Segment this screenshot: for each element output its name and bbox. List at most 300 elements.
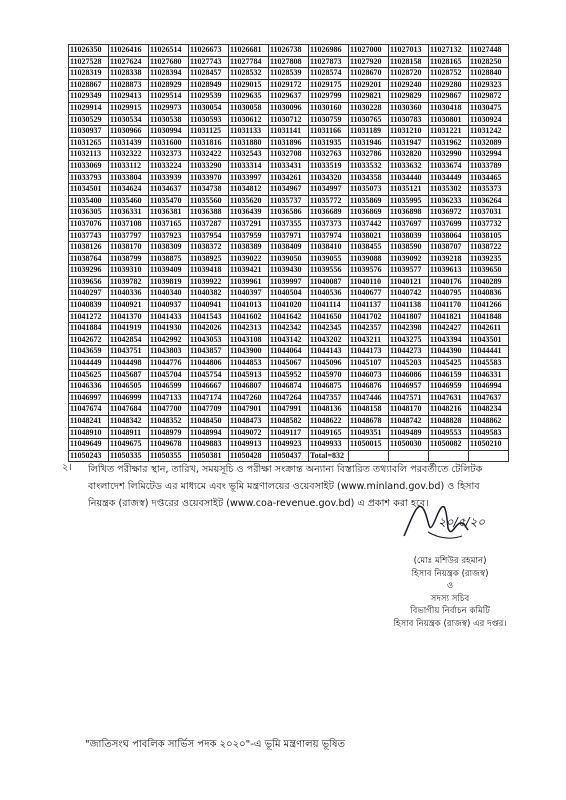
roll-number-cell: 11032322 xyxy=(109,149,149,161)
roll-number-cell: 11046807 xyxy=(229,381,269,393)
roll-number-cell: 11043275 xyxy=(389,334,429,346)
roll-number-cell: 11032708 xyxy=(269,149,309,161)
roll-number-cell: 11045583 xyxy=(469,358,509,370)
roll-number-cell: 11046994 xyxy=(469,381,509,393)
roll-number-cell: 11030096 xyxy=(269,102,309,114)
roll-number-cell: 11034449 xyxy=(429,172,469,184)
roll-number-cell: 11041650 xyxy=(309,311,349,323)
roll-number-cell: 11039961 xyxy=(229,276,269,288)
roll-number-cell: 11036305 xyxy=(69,207,109,219)
roll-number-cell: 11028165 xyxy=(429,56,469,68)
signatory-office: হিসাব নিয়ন্ত্রক (রাজস্ব) এর দপ্তর। xyxy=(393,618,507,629)
roll-number-cell: 11033431 xyxy=(269,160,309,172)
table-row xyxy=(69,358,509,370)
roll-number-cell: 11041807 xyxy=(389,311,429,323)
roll-number-cell: 11048862 xyxy=(469,416,509,428)
roll-number-cell: 11049553 xyxy=(429,427,469,439)
roll-number-cell: 11039922 xyxy=(189,276,229,288)
roll-number-cell: 11030759 xyxy=(309,114,349,126)
roll-number-cell: 11030054 xyxy=(189,102,229,114)
roll-number-cell: 11044776 xyxy=(149,358,189,370)
roll-number-cell: 11036264 xyxy=(469,195,509,207)
roll-number-cell: 11027680 xyxy=(149,56,189,68)
roll-number-cell: 11047631 xyxy=(429,392,469,404)
roll-number-cell: 11033290 xyxy=(189,160,229,172)
signature-date: ২০/৫/২০ xyxy=(438,515,486,529)
roll-number-cell: 11040397 xyxy=(229,288,269,300)
roll-number-cell: 11045704 xyxy=(149,369,189,381)
table-row xyxy=(69,369,509,381)
roll-number-cell: 11039556 xyxy=(309,265,349,277)
roll-number-cell: 11027013 xyxy=(389,45,429,57)
roll-number-cell: 11049583 xyxy=(469,427,509,439)
roll-number-cell: 11031935 xyxy=(309,137,349,149)
roll-number-cell: 11033112 xyxy=(109,160,149,172)
roll-number-cell: 11046999 xyxy=(109,392,149,404)
roll-number-cell: 11043142 xyxy=(269,334,309,346)
roll-number-cell: 11049117 xyxy=(269,427,309,439)
roll-number-table xyxy=(68,44,509,462)
roll-number-cell: 11030360 xyxy=(389,102,429,114)
table-row xyxy=(69,184,509,196)
roll-number-cell: 11038021 xyxy=(349,230,389,242)
roll-number-cell: 11026738 xyxy=(269,45,309,57)
roll-number-cell: 11048158 xyxy=(349,404,389,416)
roll-number-cell: 11048994 xyxy=(189,427,229,439)
roll-number-cell: 11037699 xyxy=(429,218,469,230)
roll-number-cell: 11047991 xyxy=(269,404,309,416)
roll-number-cell: 11038875 xyxy=(149,253,189,265)
roll-number-cell: 11040504 xyxy=(269,288,309,300)
roll-number-cell: 11049165 xyxy=(309,427,349,439)
roll-number-cell: 11050335 xyxy=(109,450,149,462)
roll-number-cell: 11046875 xyxy=(309,381,349,393)
roll-number-cell: 11045754 xyxy=(189,369,229,381)
roll-number-cell: 11049351 xyxy=(349,427,389,439)
roll-number-cell: 11028539 xyxy=(269,68,309,80)
roll-number-cell: 11035460 xyxy=(109,195,149,207)
roll-number-cell: 11030712 xyxy=(269,114,309,126)
roll-number-cell: 11039409 xyxy=(149,265,189,277)
roll-number-cell: 11048910 xyxy=(69,427,109,439)
roll-number-cell: 11043501 xyxy=(469,334,509,346)
roll-number-cell: 11038455 xyxy=(349,242,389,254)
roll-number-cell: 11029323 xyxy=(469,79,509,91)
roll-number-cell: 11028394 xyxy=(149,68,189,80)
roll-number-cell: 11028319 xyxy=(69,68,109,80)
roll-number-cell: 11034637 xyxy=(149,184,189,196)
roll-number-cell: 11036233 xyxy=(429,195,469,207)
roll-number-cell: 11030783 xyxy=(389,114,429,126)
roll-number-cell: 11037291 xyxy=(229,218,269,230)
roll-number-cell: 11035373 xyxy=(469,184,509,196)
roll-number-cell: 11028867 xyxy=(69,79,109,91)
roll-number-cell: 11041821 xyxy=(429,311,469,323)
roll-number-cell: 11047700 xyxy=(149,404,189,416)
roll-number-cell: 11034261 xyxy=(269,172,309,184)
roll-number-cell: 11039613 xyxy=(429,265,469,277)
roll-number-cell: 11028720 xyxy=(389,68,429,80)
roll-number-cell: 11045096 xyxy=(309,358,349,370)
roll-number-cell: 11040110 xyxy=(349,276,389,288)
roll-number-cell: 11030475 xyxy=(469,102,509,114)
roll-number-cell: 11032763 xyxy=(309,149,349,161)
roll-number-cell: 11046876 xyxy=(349,381,389,393)
table-row xyxy=(69,160,509,172)
roll-number-cell: 11033997 xyxy=(229,172,269,184)
roll-number-cell: 11048911 xyxy=(109,427,149,439)
roll-number-cell: 11046667 xyxy=(189,381,229,393)
roll-number-cell: 11048136 xyxy=(309,404,349,416)
roll-number-cell: 11030228 xyxy=(349,102,389,114)
roll-number-cell: 11034440 xyxy=(389,172,429,184)
roll-number-cell: 11028752 xyxy=(429,68,469,80)
table-row xyxy=(69,126,509,138)
roll-number-cell: 11047264 xyxy=(269,392,309,404)
roll-number-cell: 11037954 xyxy=(189,230,229,242)
roll-number-cell: 11030418 xyxy=(429,102,469,114)
roll-number-cell: 11026514 xyxy=(149,45,189,57)
roll-number-cell: 11037442 xyxy=(349,218,389,230)
roll-number-cell: 11035470 xyxy=(149,195,189,207)
roll-number-cell: 11047174 xyxy=(189,392,229,404)
roll-number-cell: 11029514 xyxy=(149,91,189,103)
table-row xyxy=(69,242,509,254)
roll-number-cell: 11046997 xyxy=(69,392,109,404)
table-row xyxy=(69,288,509,300)
roll-number-cell: 11028949 xyxy=(189,79,229,91)
roll-number-cell: 11034358 xyxy=(349,172,389,184)
roll-number-cell: 11040677 xyxy=(349,288,389,300)
roll-number-cell: 11041602 xyxy=(229,311,269,323)
roll-number-cell: 11038309 xyxy=(149,242,189,254)
roll-number-cell: 11042026 xyxy=(189,323,229,335)
roll-number-cell: 11041020 xyxy=(269,300,309,312)
roll-number-cell: 11048170 xyxy=(389,404,429,416)
roll-number-cell: 11044390 xyxy=(429,346,469,358)
roll-number-cell: 11040839 xyxy=(69,300,109,312)
roll-number-cell: 11032373 xyxy=(149,149,189,161)
roll-number-cell: 11030058 xyxy=(229,102,269,114)
roll-number-cell: 11050082 xyxy=(429,439,469,451)
roll-number-cell: 11037923 xyxy=(149,230,189,242)
roll-number-cell: 11035772 xyxy=(309,195,349,207)
roll-number-cell: 11048342 xyxy=(109,416,149,428)
roll-number-cell: 11029240 xyxy=(389,79,429,91)
roll-number-cell: 11038722 xyxy=(469,242,509,254)
roll-number-cell: 11030160 xyxy=(309,102,349,114)
roll-number-cell: 11031125 xyxy=(189,126,229,138)
roll-number-cell: 11042357 xyxy=(349,323,389,335)
roll-number-cell: 11048828 xyxy=(429,416,469,428)
roll-number-cell: 11033939 xyxy=(149,172,189,184)
roll-number-cell: 11041930 xyxy=(149,323,189,335)
roll-number-cell: 11045952 xyxy=(269,369,309,381)
roll-number-cell: 11028929 xyxy=(149,79,189,91)
roll-number-cell: 11037108 xyxy=(109,218,149,230)
roll-number-cell: 11040921 xyxy=(109,300,149,312)
roll-number-cell: 11050243 xyxy=(69,450,109,462)
roll-number-cell: 11038799 xyxy=(109,253,149,265)
roll-number-cell: 11047446 xyxy=(349,392,389,404)
table-row xyxy=(69,172,509,184)
roll-number-cell: 11037076 xyxy=(69,218,109,230)
roll-number-cell: 11038064 xyxy=(429,230,469,242)
roll-number-cell: 11039310 xyxy=(109,265,149,277)
roll-number-cell: 11046957 xyxy=(389,381,429,393)
roll-number-cell: 11034465 xyxy=(469,172,509,184)
roll-number-cell: 11043751 xyxy=(109,346,149,358)
roll-number-cell: 11033804 xyxy=(109,172,149,184)
roll-number-cell: 11039088 xyxy=(349,253,389,265)
roll-number-cell: 11044449 xyxy=(69,358,109,370)
roll-number-cell: 11042672 xyxy=(69,334,109,346)
roll-number-cell: 11029172 xyxy=(269,79,309,91)
roll-number-cell: 11039235 xyxy=(469,253,509,265)
roll-number-cell: 11032786 xyxy=(349,149,389,161)
roll-number-cell: 11040937 xyxy=(149,300,189,312)
roll-number-cell: 11033793 xyxy=(69,172,109,184)
roll-number-cell: 11042313 xyxy=(229,323,269,335)
roll-number-cell: 11050355 xyxy=(149,450,189,462)
roll-number-cell: 11038590 xyxy=(389,242,429,254)
roll-number-cell: 11032089 xyxy=(469,137,509,149)
roll-number-cell: 11050381 xyxy=(189,450,229,462)
roll-number-cell: 11047674 xyxy=(69,404,109,416)
table-row xyxy=(69,207,509,219)
roll-number-cell: 11046505 xyxy=(109,381,149,393)
roll-number-cell: 11036972 xyxy=(429,207,469,219)
roll-number-cell: 11046874 xyxy=(269,381,309,393)
roll-number-cell: 11032113 xyxy=(69,149,109,161)
roll-number-cell: 11038409 xyxy=(269,242,309,254)
roll-number-cell: 11028574 xyxy=(309,68,349,80)
roll-number-cell: 11037165 xyxy=(149,218,189,230)
table-row xyxy=(69,346,509,358)
roll-number-cell: 11031896 xyxy=(269,137,309,149)
roll-number-cell: 11029539 xyxy=(189,91,229,103)
roll-number-cell: 11029829 xyxy=(389,91,429,103)
roll-number-cell: 11038105 xyxy=(469,230,509,242)
roll-number-cell: 11041170 xyxy=(429,300,469,312)
roll-number-cell: 11042342 xyxy=(269,323,309,335)
roll-number-cell: 11044143 xyxy=(309,346,349,358)
roll-number-cell: 11049883 xyxy=(189,439,229,451)
roll-number-cell: 11041114 xyxy=(309,300,349,312)
table-row xyxy=(69,323,509,335)
roll-number-cell: 11033789 xyxy=(469,160,509,172)
roll-number-cell: 11028532 xyxy=(229,68,269,80)
roll-number-cell: 11027624 xyxy=(109,56,149,68)
roll-number-cell: 11039055 xyxy=(309,253,349,265)
roll-number-cell: 11028457 xyxy=(189,68,229,80)
roll-number-cell: 11041266 xyxy=(469,300,509,312)
roll-number-cell: 11048622 xyxy=(309,416,349,428)
roll-number-cell: 11031166 xyxy=(309,126,349,138)
roll-number-cell: 11044173 xyxy=(349,346,389,358)
roll-number-cell: 11046959 xyxy=(429,381,469,393)
roll-number-cell: 11029349 xyxy=(69,91,109,103)
roll-number-cell: 11046159 xyxy=(429,369,469,381)
roll-number-cell: 11028250 xyxy=(469,56,509,68)
roll-number-cell: 11039050 xyxy=(269,253,309,265)
roll-number-cell: 11036689 xyxy=(309,207,349,219)
roll-number-cell: 11027528 xyxy=(69,56,109,68)
roll-number-cell: 11035869 xyxy=(349,195,389,207)
roll-number-cell: 11048234 xyxy=(469,404,509,416)
roll-number-cell: 11028158 xyxy=(389,56,429,68)
roll-number-cell: 11050210 xyxy=(469,439,509,451)
roll-number-cell: 11029635 xyxy=(229,91,269,103)
roll-number-cell: 11047637 xyxy=(469,392,509,404)
roll-number-cell: 11031600 xyxy=(149,137,189,149)
note-number: ২। xyxy=(62,462,72,473)
roll-number-cell: 11047901 xyxy=(229,404,269,416)
roll-number-cell: 11048742 xyxy=(389,416,429,428)
roll-number-cell: 11044853 xyxy=(229,358,269,370)
roll-number-cell: 11031242 xyxy=(469,126,509,138)
roll-number-cell: 11032820 xyxy=(389,149,429,161)
roll-number-cell: 11046073 xyxy=(349,369,389,381)
roll-number-cell: 11039296 xyxy=(69,265,109,277)
roll-number-cell: 11045970 xyxy=(309,369,349,381)
roll-number-cell: 11029867 xyxy=(429,91,469,103)
roll-number-cell: 11031816 xyxy=(189,137,229,149)
roll-number-cell: 11031210 xyxy=(389,126,429,138)
roll-number-cell: 11039092 xyxy=(389,253,429,265)
roll-number-cell: 11041702 xyxy=(349,311,389,323)
roll-number-cell: 11040289 xyxy=(469,276,509,288)
roll-number-cell: 11036898 xyxy=(389,207,429,219)
roll-number-cell: 11033674 xyxy=(429,160,469,172)
roll-number-cell: 11030994 xyxy=(149,126,189,138)
roll-number-cell: 11044441 xyxy=(469,346,509,358)
roll-number-cell: 11048216 xyxy=(429,404,469,416)
roll-number-cell: 11037797 xyxy=(109,230,149,242)
roll-number-cell: 11043900 xyxy=(229,346,269,358)
roll-number-cell: 11044806 xyxy=(189,358,229,370)
roll-number-cell: 11032994 xyxy=(469,149,509,161)
roll-number-cell: 11041848 xyxy=(469,311,509,323)
roll-number-cell: 11030529 xyxy=(69,114,109,126)
roll-number-cell: 11048241 xyxy=(69,416,109,428)
roll-number-cell: 11035302 xyxy=(429,184,469,196)
roll-number-cell: 11035400 xyxy=(69,195,109,207)
roll-number-cell: 11038707 xyxy=(429,242,469,254)
roll-number-cell: 11027000 xyxy=(349,45,389,57)
roll-number-cell: 11033069 xyxy=(69,160,109,172)
roll-number-cell: 11035560 xyxy=(189,195,229,207)
roll-number-cell: 11049913 xyxy=(229,439,269,451)
table-row xyxy=(69,91,509,103)
table-row xyxy=(69,114,509,126)
roll-number-cell: 11037031 xyxy=(469,207,509,219)
roll-number-cell: 11045067 xyxy=(269,358,309,370)
roll-number-cell: 11027743 xyxy=(189,56,229,68)
roll-number-cell: 11038410 xyxy=(309,242,349,254)
roll-number-cell: 11042427 xyxy=(429,323,469,335)
roll-number-cell: 11031962 xyxy=(429,137,469,149)
roll-number-cell: 11032990 xyxy=(429,149,469,161)
roll-number-cell: 11049072 xyxy=(229,427,269,439)
roll-number-cell: 11039819 xyxy=(149,276,189,288)
roll-number-cell: 11028840 xyxy=(469,68,509,80)
roll-number-cell: 11043394 xyxy=(429,334,469,346)
roll-number-cell: 11037373 xyxy=(309,218,349,230)
note-paragraph: লিখিত পরীক্ষার স্থান, তারিখ, সময়সূচি ও পরীক্ষা সংক্রান্ত অন্যান্য বিস্তারিত তথ্যাবলি পরবর্তীতে টেলিটক বাংলাদেশ লিমিটেড এর মাধ্যমে এবং ভূমি মন্ত্রণালয়ের ওয়েবসাইট (www.minland.gov.bd) ও হিসাব নিয়ন্ত্রক (রাজস্ব) দপ্তরের ওয়েবসাইট (www.coa-revenue.gov.bd) এ প্রকাশ করা হবে। xyxy=(88,464,483,509)
roll-number-cell: 11026673 xyxy=(189,45,229,57)
roll-number-cell: 11037959 xyxy=(229,230,269,242)
roll-number-cell: 11029914 xyxy=(69,102,109,114)
roll-number-cell: 11048352 xyxy=(149,416,189,428)
roll-number-cell: 11036439 xyxy=(229,207,269,219)
roll-number-cell: 11038764 xyxy=(69,253,109,265)
roll-number-cell: 11050437 xyxy=(269,450,309,462)
roll-number-cell: 11048473 xyxy=(229,416,269,428)
roll-number-cell: 11031265 xyxy=(69,137,109,149)
roll-number-cell: 11047260 xyxy=(229,392,269,404)
table-row xyxy=(69,253,509,265)
roll-number-cell: 11037732 xyxy=(469,218,509,230)
signature-area xyxy=(398,488,518,548)
roll-number-cell: 11034320 xyxy=(309,172,349,184)
signatory-name: (মোঃ মশিউর রহমান) xyxy=(413,556,487,566)
roll-number-cell: 11046331 xyxy=(469,369,509,381)
roll-number-cell: 11040836 xyxy=(469,288,509,300)
roll-number-cell: 11040297 xyxy=(69,288,109,300)
roll-number-cell: 11031141 xyxy=(269,126,309,138)
roll-number-cell: 11041919 xyxy=(109,323,149,335)
roll-number-cell: 11027132 xyxy=(429,45,469,57)
roll-number-cell: 11043803 xyxy=(149,346,189,358)
roll-number-cell: 11049649 xyxy=(69,439,109,451)
signatory-block xyxy=(380,555,520,630)
table-row xyxy=(69,218,509,230)
signatory-conjunction: ও xyxy=(446,581,454,591)
table-row xyxy=(69,439,509,451)
roll-number-cell: 11038170 xyxy=(109,242,149,254)
roll-number-cell: 11043857 xyxy=(189,346,229,358)
roll-number-cell: 11049933 xyxy=(309,439,349,451)
table-row xyxy=(69,102,509,114)
roll-number-cell: 11048450 xyxy=(189,416,229,428)
table-row xyxy=(69,300,509,312)
roll-number-cell: 11030924 xyxy=(469,114,509,126)
roll-number-cell: 11043659 xyxy=(69,346,109,358)
roll-number-cell: 11049489 xyxy=(389,427,429,439)
roll-number-cell: 11036381 xyxy=(149,207,189,219)
roll-number-cell: 11029175 xyxy=(309,79,349,91)
roll-number-cell: 11039650 xyxy=(469,265,509,277)
roll-number-cell: 11033632 xyxy=(389,160,429,172)
roll-number-cell: 11049678 xyxy=(149,439,189,451)
roll-number-cell: 11041543 xyxy=(189,311,229,323)
roll-number-cell: 11042345 xyxy=(309,323,349,335)
roll-number-cell: 11040536 xyxy=(309,288,349,300)
roll-number-cell: 11027448 xyxy=(469,45,509,57)
roll-number-cell: 11034624 xyxy=(109,184,149,196)
roll-number-cell: 11030593 xyxy=(189,114,229,126)
roll-number-cell: 11042611 xyxy=(469,323,509,335)
roll-number-cell: 11034738 xyxy=(189,184,229,196)
table-row xyxy=(69,404,509,416)
roll-number-cell: 11034997 xyxy=(309,184,349,196)
roll-number-cell: 11030966 xyxy=(109,126,149,138)
roll-number-cell: 11039430 xyxy=(269,265,309,277)
roll-number-cell: 11047684 xyxy=(109,404,149,416)
signatory-title: হিসাব নিয়ন্ত্রক (রাজস্ব) xyxy=(411,568,489,579)
roll-number-cell: 11038126 xyxy=(69,242,109,254)
